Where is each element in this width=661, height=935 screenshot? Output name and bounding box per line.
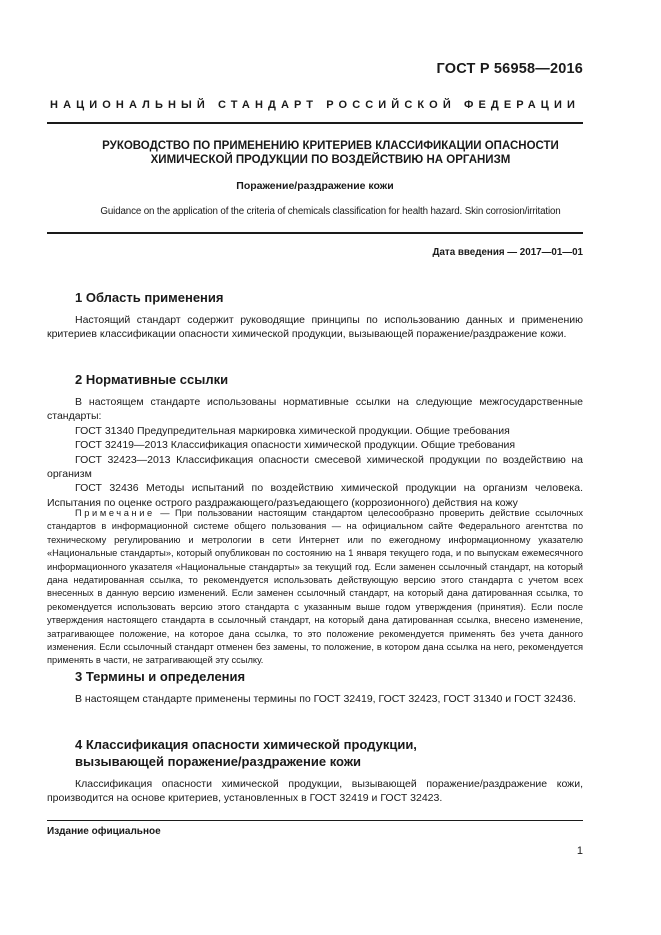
title-line-1: РУКОВОДСТВО ПО ПРИМЕНЕНИЮ КРИТЕРИЕВ КЛАССИФИКАЦИИ ОПАСНОСТИ — [102, 140, 559, 152]
official-edition-label: Издание официальное — [47, 826, 161, 837]
reference-item: ГОСТ 32436 Методы испытаний по воздействию химической продукции на организм человека. Испытания по оценке острого раздражающего/разъедающего (коррозионного) действия на кожу — [47, 482, 583, 509]
national-standard-banner: НАЦИОНАЛЬНЫЙ СТАНДАРТ РОССИЙСКОЙ ФЕДЕРАЦИИ — [50, 99, 580, 111]
section-4-heading — [75, 736, 417, 770]
document-subtitle: Поражение/раздражение кожи — [236, 180, 394, 192]
title-divider — [47, 232, 583, 234]
top-divider — [47, 122, 583, 124]
note-paragraph — [47, 507, 583, 668]
section-1-paragraph: Настоящий стандарт содержит руководящие принципы по использованию данных и применению критериев классификации опасности химической продукции, вызывающей поражение/раздражение кожи. — [47, 314, 583, 341]
section-2-paragraph: В настоящем стандарте использованы нормативные ссылки на следующие межгосударственные стандарты: — [47, 396, 583, 423]
section-4-paragraph: Классификация опасности химической продукции, вызывающей поражение/раздражение кожи, производится на основе критериев, установленных в ГОСТ 32419 и ГОСТ 32423. — [47, 778, 583, 805]
reference-item: ГОСТ 32423—2013 Классификация опасности смесевой химической продукции по воздействию на организм — [47, 453, 583, 481]
section-2-text — [47, 395, 583, 510]
english-title: Guidance on the application of the criteria of chemicals classification for health hazard. Skin corrosion/irritation — [100, 206, 561, 217]
page-number: 1 — [576, 845, 583, 857]
section-2-heading: 2 Нормативные ссылки — [75, 372, 229, 387]
document-number: ГОСТ Р 56958—2016 — [436, 61, 583, 77]
section-3-text — [47, 692, 583, 706]
title-line-2: ХИМИЧЕСКОЙ ПРОДУКЦИИ ПО ВОЗДЕЙСТВИЮ НА ОРГАНИЗМ — [150, 154, 511, 166]
section-4-text — [47, 777, 583, 806]
note-label: Примечание — [75, 508, 155, 518]
section-3-paragraph: В настоящем стандарте применены термины по ГОСТ 32419, ГОСТ 32423, ГОСТ 31340 и ГОСТ 32436. — [75, 693, 577, 705]
reference-item: ГОСТ 31340 Предупредительная маркировка химической продукции. Общие требования — [75, 424, 510, 437]
reference-item: ГОСТ 32419—2013 Классификация опасности химической продукции. Общие требования — [75, 439, 516, 452]
introduction-date: Дата введения — 2017—01—01 — [432, 247, 583, 258]
section-1-heading: 1 Область применения — [75, 290, 224, 305]
document-title — [60, 139, 601, 167]
footer-divider — [47, 820, 583, 821]
section-1-text — [47, 313, 583, 342]
section-4-heading-line-1: 4 Классификация опасности химической продукции, — [75, 737, 417, 752]
section-2-note — [47, 507, 583, 668]
note-text: — При пользовании настоящим стандартом целесообразно проверить действие ссылочных стандартов в информационной системе общего пользования — на официальном сайте Федерального агентства по техническому регулированию и метрологии в сети Интернет или по ежегодному информационному указателю «Национальные стандарты», который опубликован по состоянию на 1 января текущего года, и по выпускам ежемесячного информационного указателя «Национальные стандарты» за текущий год. Если заменен ссылочный стандарт, на который дана недатированная ссылка, то рекомендуется использовать действующую версию этого стандарта с учетом всех внесенных в данную версию изменений. Если заменен ссылочный стандарт, на который дана датированная ссылка, то рекомендуется использовать версию этого стандарта с указанным выше годом утверждения (принятия). Если после утверждения настоящего стандарта в ссылочный стандарт, на который дана датированная ссылка, внесено изменение, затрагивающее положение, на которое дана ссылка, то это положение рекомендуется применять без учета данного изменения. Если ссылочный стандарт отменен без замены, то положение, в котором дана ссылка на него, рекомендуется применять в части, не затрагивающей эту ссылку. — [47, 508, 583, 666]
section-4-heading-line-2: вызывающей поражение/раздражение кожи — [75, 754, 362, 769]
section-3-heading: 3 Термины и определения — [75, 669, 246, 684]
